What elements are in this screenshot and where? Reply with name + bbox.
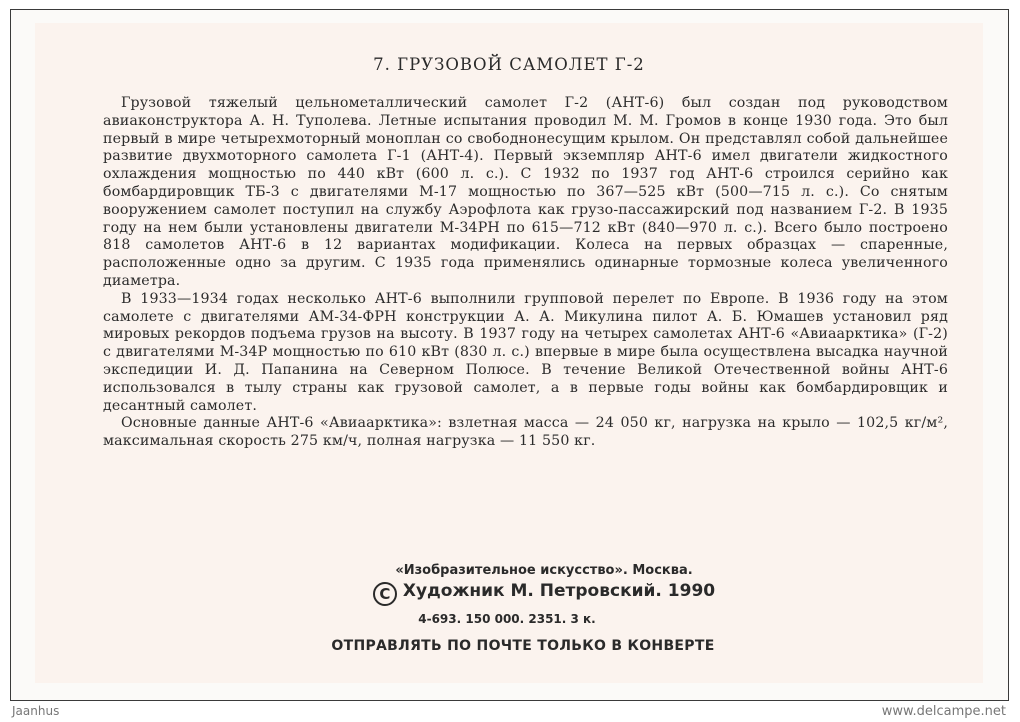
publisher-line: «Изобразительное искусство». Москва.	[395, 563, 693, 578]
print-code: 4-693. 150 000. 2351. 3 к.	[418, 612, 596, 626]
mailing-notice: ОТПРАВЛЯТЬ ПО ПОЧТЕ ТОЛЬКО В КОНВЕРТЕ	[331, 638, 715, 654]
paragraph-records: В 1933—1934 годах несколько АНТ-6 выполнили групповой перелет по Европе. В 1936 году на этом самолете с двигателями АМ-34-ФРН конструкции А. А. Микулина пилот А. Б. Юмашев установил ряд мировых рекордов подъема грузов на высоту. В 1937 году на четырех самолетах АНТ-6 «Авиаарктика» (Г-2) с двигателями М-34Р мощностью по 610 кВт (830 л. с.) впервые в мире была осуществлена высадка научной экспедиции И. Д. Папанина на Северном Полюсе. В течение Великой Отечественной войны АНТ-6 использовался в тылу страны как грузовой самолет, а в первые годы войны как бомбардировщик и десантный самолет.	[103, 290, 948, 414]
page-title: 7. ГРУЗОВОЙ САМОЛЕТ Г-2	[373, 55, 645, 74]
imprint-block	[35, 563, 983, 654]
paragraph-history: Грузовой тяжелый цельнометаллический самолет Г-2 (АНТ-6) был создан под руководством авиаконструктора А. Н. Туполева. Летные испытания проводил М. М. Громов в конце 1930 года. Это был первый в мире четырехмоторный моноплан со свободнонесущим крылом. Он представлял собой дальнейшее развитие двухмоторного самолета Г-1 (АНТ-4). Первый экземпляр АНТ-6 имел двигатели жидкостного охлаждения мощностью по 440 кВт (600 л. с.). С 1932 по 1937 год АНТ-6 строился серийно как бомбардировщик ТБ-3 с двигателями М-17 мощностью по 367—525 кВт (500—715 л. с.). Со снятым вооружением самолет поступил на службу Аэрофлота как грузо-пассажирский под названием Г-2. В 1935 году на нем были установлены двигатели М-34РН по 615—712 кВт (840—970 л. с.). Всего было построено 818 самолетов АНТ-6 в 12 вариантах модификации. Колеса на первых образцах — спаренные, расположенные одно за другим. С 1935 года применялись одинарные тормозные колеса увеличенного диаметра.	[103, 95, 948, 289]
postcard-frame	[10, 9, 1009, 701]
watermark-seller: Jaanhus	[12, 704, 60, 718]
artist-line	[105, 581, 983, 606]
artist-credit: Художник М. Петровский. 1990	[402, 581, 716, 601]
description-text	[103, 95, 948, 451]
copyright-icon: C	[373, 582, 397, 606]
watermark-site: www.delcampe.net	[881, 704, 1006, 719]
postcard-back	[35, 23, 983, 683]
paragraph-specs: Основные данные АНТ-6 «Авиаарктика»: взлетная масса — 24 050 кг, нагрузка на крыло — 102,5 кг/м², максимальная скорость 275 км/ч, полная нагрузка — 11 550 кг.	[103, 415, 948, 450]
